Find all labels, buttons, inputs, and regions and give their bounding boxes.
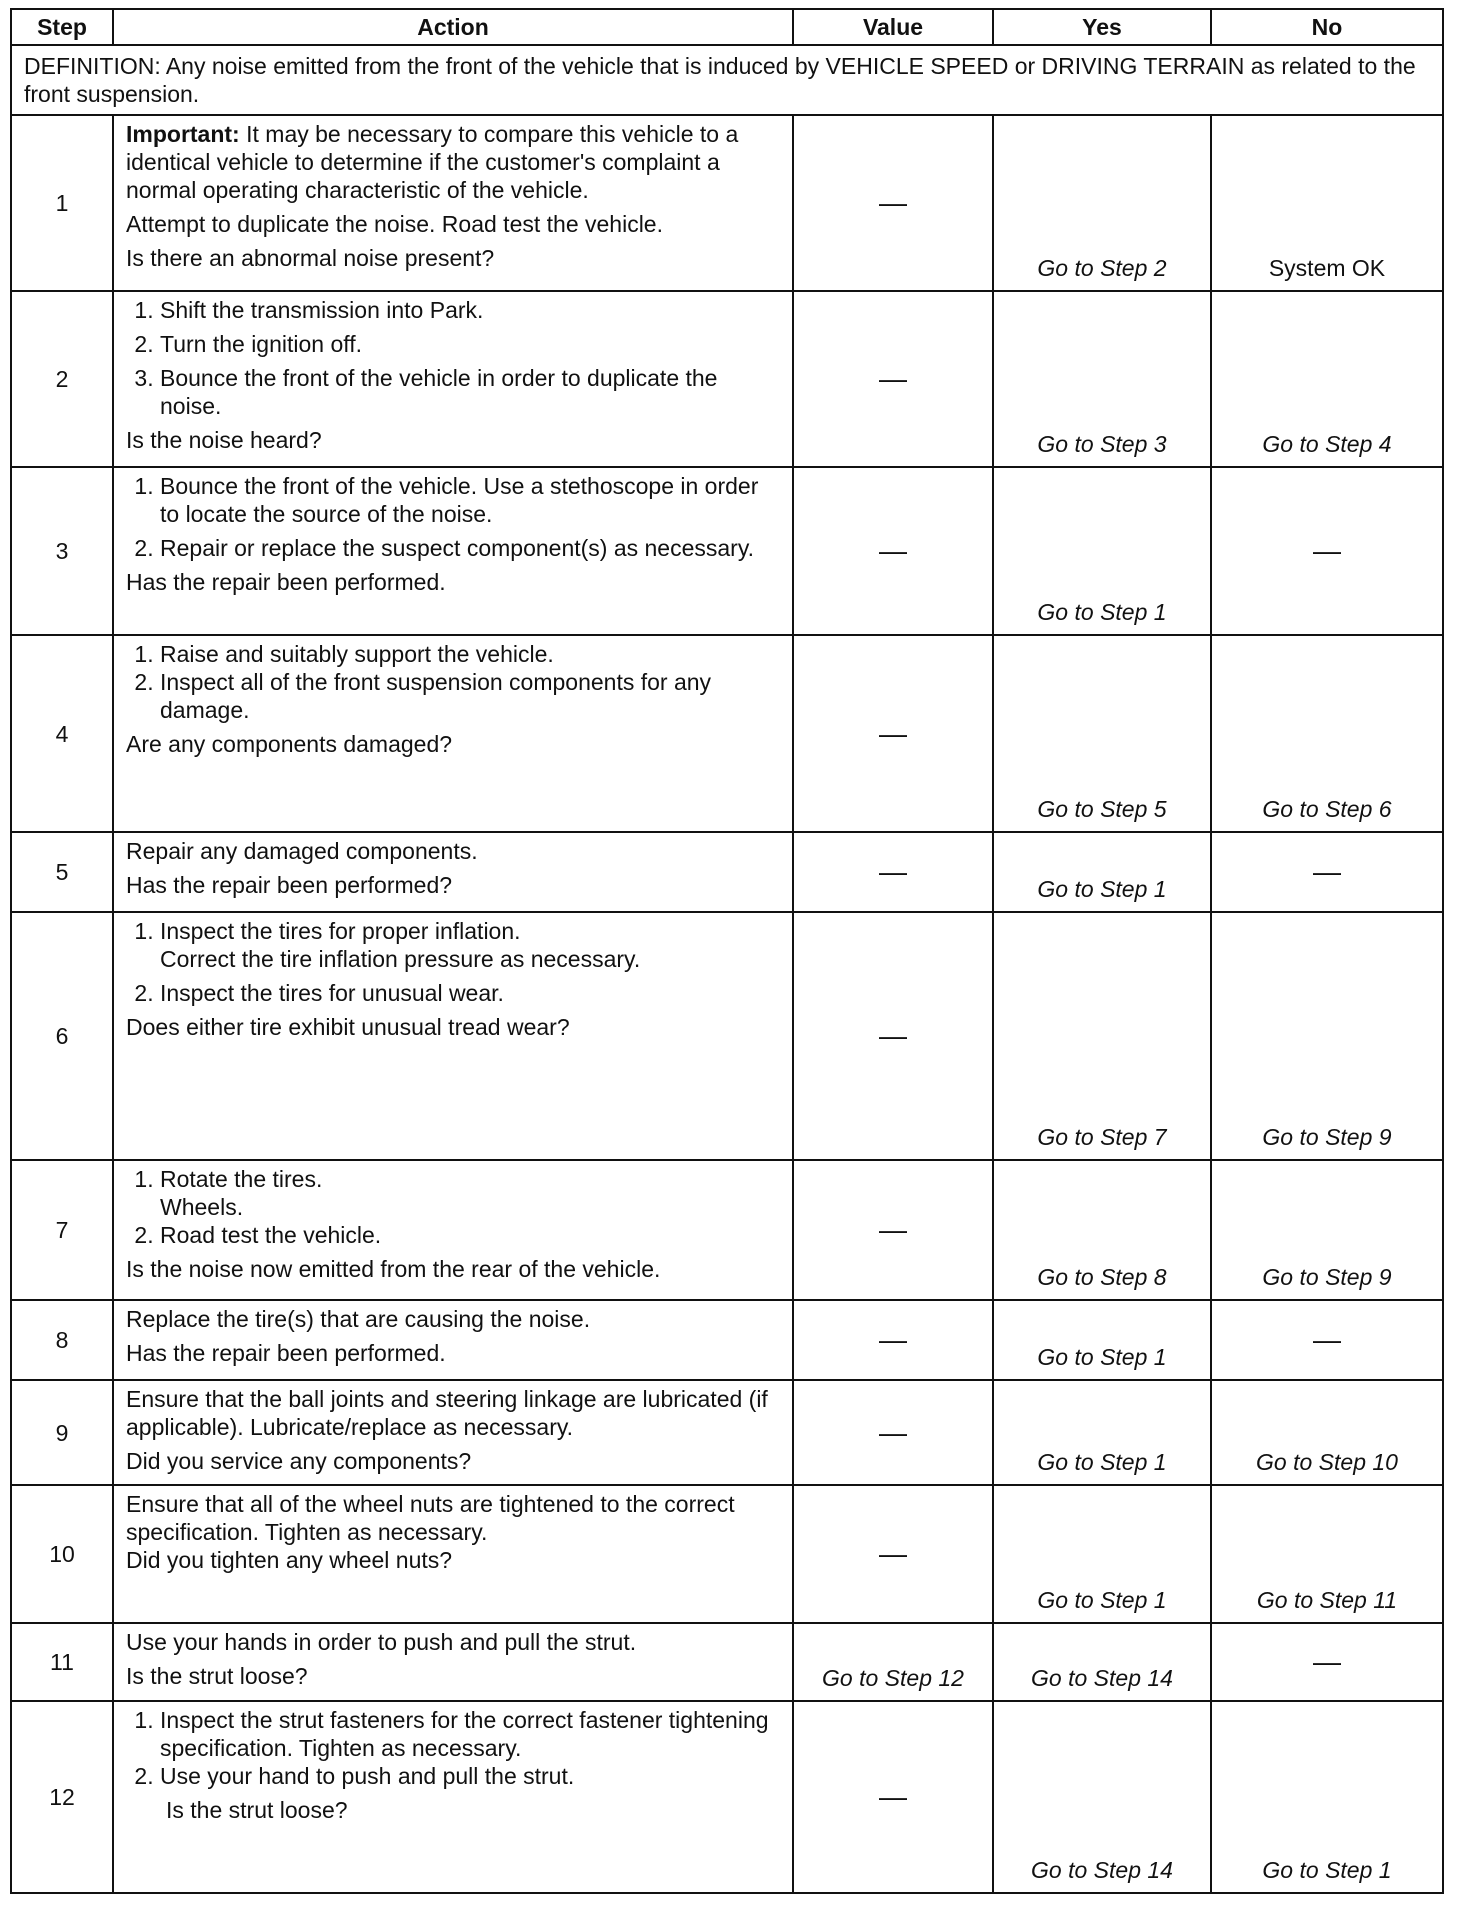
action-cell: [113, 1485, 793, 1623]
list-item: 2. Inspect the tires for unusual wear.: [160, 979, 782, 1007]
header-step: Step: [11, 9, 113, 45]
action-list: [126, 917, 782, 1007]
yes-cell: [993, 1300, 1211, 1380]
list-item-line: Inspect the tires for proper inflation.: [160, 918, 521, 944]
yes-link: Go to Step 1: [1037, 876, 1167, 902]
list-item: 2. Use your hand to push and pull the strut.: [160, 1762, 782, 1790]
no-link: Go to Step 9: [1262, 1264, 1392, 1290]
action-question: Is the strut loose?: [126, 1663, 308, 1689]
value-cell: —: [793, 832, 993, 912]
yes-link: Go to Step 5: [1037, 796, 1167, 822]
action-question: Has the repair been performed.: [126, 569, 446, 595]
yes-link: Go to Step 1: [1037, 1587, 1167, 1613]
definition-row: [11, 45, 1443, 115]
yes-cell: [993, 1380, 1211, 1485]
action-question: Is the noise now emitted from the rear of the vehicle.: [126, 1256, 661, 1282]
action-list: [126, 1706, 782, 1790]
yes-cell: [993, 635, 1211, 832]
list-item: 2. Road test the vehicle.: [160, 1221, 782, 1249]
action-question: Is the strut loose?: [166, 1797, 348, 1823]
yes-cell: [993, 912, 1211, 1160]
list-item: 1. Bounce the front of the vehicle. Use a stethoscope in order to locate the source of the noise.: [160, 472, 782, 528]
step-number: 11: [11, 1623, 113, 1701]
table-row: [11, 467, 1443, 635]
list-item: 2. Repair or replace the suspect component(s) as necessary.: [160, 534, 782, 562]
step-number: 10: [11, 1485, 113, 1623]
yes-cell: [993, 832, 1211, 912]
list-item: 2. Turn the ignition off.: [160, 330, 782, 358]
header-action: Action: [113, 9, 793, 45]
value-cell: —: [793, 1701, 993, 1893]
yes-cell: [993, 115, 1211, 291]
yes-link: Go to Step 1: [1037, 1344, 1167, 1370]
action-cell: [113, 115, 793, 291]
step-number: 1: [11, 115, 113, 291]
header-no: No: [1211, 9, 1443, 45]
yes-link: Go to Step 14: [1031, 1857, 1173, 1883]
important-label: Important:: [126, 121, 240, 147]
no-cell: [1211, 1701, 1443, 1893]
table-row: [11, 291, 1443, 467]
yes-cell: [993, 1485, 1211, 1623]
list-item: 1. Inspect the strut fasteners for the correct fastener tightening specification. Tighten as necessary.: [160, 1706, 782, 1762]
yes-cell: [993, 467, 1211, 635]
yes-link: Go to Step 1: [1037, 599, 1167, 625]
yes-link: Go to Step 7: [1037, 1124, 1167, 1150]
value-cell: —: [793, 291, 993, 467]
table-row: [11, 115, 1443, 291]
no-link: Go to Step 1: [1262, 1857, 1392, 1883]
list-item-line: Correct the tire inflation pressure as necessary.: [160, 946, 641, 972]
no-cell: [1211, 1160, 1443, 1300]
yes-link: Go to Step 8: [1037, 1264, 1167, 1290]
step-number: 12: [11, 1701, 113, 1893]
no-result: System OK: [1268, 255, 1386, 281]
no-cell: [1211, 912, 1443, 1160]
action-question: Is the noise heard?: [126, 427, 322, 453]
header-yes: Yes: [993, 9, 1211, 45]
table-row: [11, 1300, 1443, 1380]
yes-link: Go to Step 2: [1037, 255, 1167, 281]
no-link: Go to Step 4: [1262, 431, 1392, 457]
action-cell: [113, 1623, 793, 1701]
action-text: Use your hands in order to push and pull the strut.: [126, 1629, 637, 1655]
table-row: [11, 1623, 1443, 1701]
header-row: [11, 9, 1443, 45]
yes-link: Go to Step 3: [1037, 431, 1167, 457]
action-text: Repair any damaged components.: [126, 838, 478, 864]
no-link: Go to Step 11: [1256, 1587, 1398, 1613]
action-cell: [113, 1380, 793, 1485]
important-note: [126, 120, 782, 204]
value-cell: Go to Step 12: [793, 1623, 993, 1701]
list-item: 1. Raise and suitably support the vehicle.: [160, 640, 782, 668]
list-item-line: Wheels.: [160, 1194, 244, 1220]
value-cell: —: [793, 1485, 993, 1623]
diagnostic-table-document: [10, 8, 1442, 1894]
step-number: 3: [11, 467, 113, 635]
yes-link: Go to Step 14: [1031, 1665, 1173, 1691]
step-number: 5: [11, 832, 113, 912]
yes-cell: [993, 1623, 1211, 1701]
no-cell: —: [1211, 1623, 1443, 1701]
table-row: [11, 912, 1443, 1160]
no-link: Go to Step 10: [1256, 1449, 1398, 1475]
step-number: 4: [11, 635, 113, 832]
diagnostic-table: [10, 8, 1444, 1894]
value-cell: —: [793, 1300, 993, 1380]
step-number: 7: [11, 1160, 113, 1300]
yes-cell: [993, 1160, 1211, 1300]
no-link: Go to Step 6: [1262, 796, 1392, 822]
no-cell: —: [1211, 832, 1443, 912]
no-cell: [1211, 635, 1443, 832]
action-question: Has the repair been performed?: [126, 872, 453, 898]
action-text: Attempt to duplicate the noise. Road test the vehicle.: [126, 211, 663, 237]
table-row: [11, 1701, 1443, 1893]
no-cell: [1211, 1380, 1443, 1485]
action-question: Does either tire exhibit unusual tread wear?: [126, 1014, 570, 1040]
list-item: 2. Inspect all of the front suspension components for any damage.: [160, 668, 782, 724]
no-cell: [1211, 291, 1443, 467]
action-text: Ensure that all of the wheel nuts are tightened to the correct specification. Tighten as necessary.: [126, 1491, 735, 1545]
action-text: Replace the tire(s) that are causing the noise.: [126, 1306, 591, 1332]
action-list: [126, 1165, 782, 1249]
yes-link: Go to Step 1: [1037, 1449, 1167, 1475]
step-number: 6: [11, 912, 113, 1160]
action-cell: [113, 467, 793, 635]
list-item: [160, 1165, 782, 1221]
header-value: Value: [793, 9, 993, 45]
action-question: Is there an abnormal noise present?: [126, 245, 495, 271]
no-cell: [1211, 1485, 1443, 1623]
action-text: Ensure that the ball joints and steering linkage are lubricated (if applicable). Lubricate/replace as necessary.: [126, 1386, 768, 1440]
action-cell: [113, 832, 793, 912]
table-row: [11, 832, 1443, 912]
list-item: 1. Shift the transmission into Park.: [160, 296, 782, 324]
yes-cell: [993, 291, 1211, 467]
action-list: [126, 296, 782, 420]
value-cell: —: [793, 635, 993, 832]
action-cell: [113, 1300, 793, 1380]
action-question: Has the repair been performed.: [126, 1340, 446, 1366]
value-cell: —: [793, 1160, 993, 1300]
definition-text: DEFINITION: Any noise emitted from the front of the vehicle that is induced by VEHICLE SPEED or DRIVING TERRAIN as related to the front suspension.: [11, 45, 1443, 115]
value-cell: —: [793, 467, 993, 635]
action-list: [126, 472, 782, 562]
table-row: [11, 1485, 1443, 1623]
value-cell: —: [793, 1380, 993, 1485]
yes-cell: [993, 1701, 1211, 1893]
no-cell: —: [1211, 1300, 1443, 1380]
action-question: Did you service any components?: [126, 1448, 472, 1474]
table-row: [11, 1380, 1443, 1485]
no-link: Go to Step 9: [1262, 1124, 1392, 1150]
action-question: Did you tighten any wheel nuts?: [126, 1547, 453, 1573]
value-cell: —: [793, 115, 993, 291]
no-cell: [1211, 115, 1443, 291]
action-list: [126, 640, 782, 724]
important-text: It may be necessary to compare this vehicle to a identical vehicle to determine if the customer's complaint a normal operating characteristic of the vehicle.: [126, 121, 739, 203]
step-number: 2: [11, 291, 113, 467]
step-number: 9: [11, 1380, 113, 1485]
no-cell: —: [1211, 467, 1443, 635]
action-cell: [113, 1701, 793, 1893]
action-cell: [113, 291, 793, 467]
list-item-line: Rotate the tires.: [160, 1166, 323, 1192]
table-row: [11, 635, 1443, 832]
step-number: 8: [11, 1300, 113, 1380]
list-item: 3. Bounce the front of the vehicle in order to duplicate the noise.: [160, 364, 782, 420]
value-cell: —: [793, 912, 993, 1160]
action-cell: [113, 1160, 793, 1300]
table-row: [11, 1160, 1443, 1300]
list-item: [160, 917, 782, 973]
action-question: Are any components damaged?: [126, 731, 453, 757]
action-cell: [113, 635, 793, 832]
action-cell: [113, 912, 793, 1160]
